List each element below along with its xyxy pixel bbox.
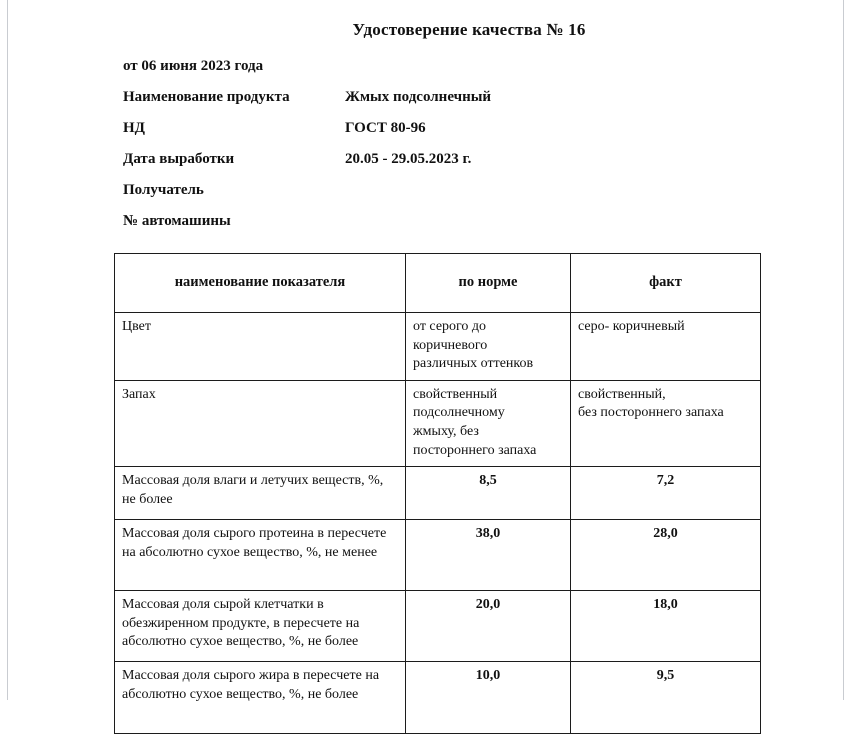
field-row-standard [123, 120, 823, 151]
field-row-date-line [123, 58, 823, 89]
cell-indicator-name: Массовая доля влаги и летучих веществ, %, не более [115, 467, 406, 520]
field-label-recipient: Получатель [123, 182, 204, 198]
cell-norm-value [406, 313, 571, 381]
cell-fact-value: 9,5 [571, 662, 761, 734]
field-row-production-date [123, 151, 823, 182]
table-row [115, 380, 761, 466]
document-header-fields [123, 58, 823, 244]
field-row-vehicle-number [123, 213, 823, 244]
cell-fact-line: серо- коричневый [578, 319, 685, 334]
column-header-fact: факт [571, 254, 761, 313]
cell-norm-line: коричневого [413, 337, 488, 353]
cell-norm-line: свойственный [413, 386, 498, 402]
field-label-production-date: Дата выработки [123, 151, 235, 167]
cell-fact-line: без постороннего запаха [578, 405, 724, 421]
document-date-line: от 06 июня 2023 года [123, 58, 264, 74]
cell-norm-value [406, 380, 571, 466]
cell-norm-value: 38,0 [406, 520, 571, 591]
cell-indicator-name: Массовая доля сырого жира в пересчете на абсолютно сухое вещество, %, не более [115, 662, 406, 734]
cell-fact-value [571, 313, 761, 381]
cell-indicator-name: Цвет [115, 313, 406, 381]
cell-fact-value: 28,0 [571, 520, 761, 591]
field-label-product-name: Наименование продукта [123, 89, 290, 105]
field-label-standard: НД [123, 120, 145, 136]
field-row-product-name [123, 89, 823, 120]
specification-table [114, 253, 761, 734]
table-row [115, 662, 761, 734]
field-label-vehicle-number: № автомашины [123, 213, 231, 229]
cell-fact-value: 7,2 [571, 467, 761, 520]
specification-table-wrapper [114, 253, 760, 734]
table-row [115, 313, 761, 381]
field-row-recipient [123, 182, 823, 213]
cell-norm-line: подсолнечному [413, 405, 505, 421]
field-value-production-date: 20.05 - 29.05.2023 г. [345, 151, 472, 167]
cell-norm-line: различных оттенков [413, 356, 534, 372]
cell-indicator-name: Запах [115, 380, 406, 466]
table-header-row [115, 254, 761, 313]
cell-fact-value: 18,0 [571, 591, 761, 662]
cell-fact-line: свойственный, [578, 386, 666, 402]
field-value-product-name: Жмых подсолнечный [345, 89, 492, 105]
cell-norm-value: 8,5 [406, 467, 571, 520]
cell-norm-line: жмыху, без [413, 424, 479, 440]
table-row [115, 591, 761, 662]
cell-norm-value: 10,0 [406, 662, 571, 734]
cell-norm-line: постороннего запаха [413, 442, 537, 458]
field-value-standard: ГОСТ 80-96 [345, 120, 426, 136]
cell-fact-value [571, 380, 761, 466]
column-header-norm: по норме [406, 254, 571, 313]
table-row [115, 467, 761, 520]
page-title: Удостоверение качества № 16 [352, 20, 586, 39]
cell-norm-value: 20,0 [406, 591, 571, 662]
table-row [115, 520, 761, 591]
cell-indicator-name: Массовая доля сырого протеина в пересчете на абсолютно сухое вещество, %, не менее [115, 520, 406, 591]
cell-indicator-name: Массовая доля сырой клетчатки в обезжиренном продукте, в пересчете на абсолютно сухое вещество, %, не более [115, 591, 406, 662]
cell-norm-line: от серого до [413, 319, 487, 334]
column-header-indicator-name: наименование показателя [115, 254, 406, 313]
